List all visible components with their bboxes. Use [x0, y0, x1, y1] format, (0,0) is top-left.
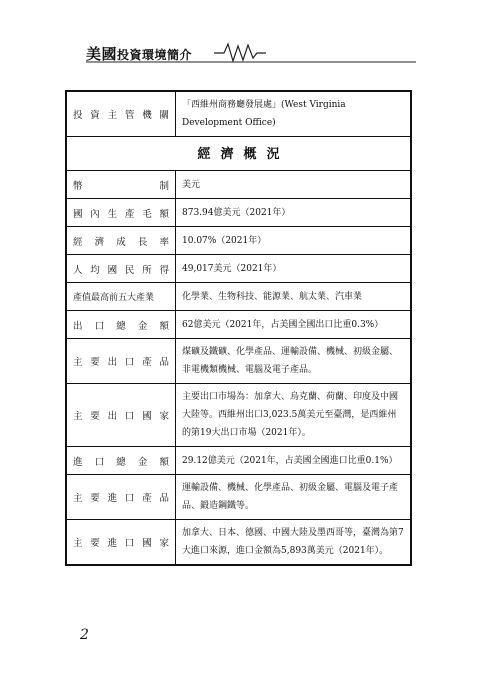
table-row [66, 199, 411, 227]
table-row [66, 255, 411, 283]
row-value: 加拿大、日本、德國、中國大陸及墨西哥等，臺灣為第7大進口來源，進口金額為5,893萬美元（2021年）。 [176, 520, 412, 566]
table-row [66, 283, 411, 311]
table-row [66, 227, 411, 255]
row-label: 經濟成長率 [66, 227, 176, 255]
table-row [66, 384, 411, 447]
table-row [66, 311, 411, 339]
row-value: 10.07%（2021年） [176, 227, 412, 255]
section-row [66, 137, 411, 171]
row-label: 主要出口國家 [66, 384, 176, 447]
table-row [66, 475, 411, 520]
row-label: 進口總金額 [66, 447, 176, 475]
row-value: 美元 [176, 171, 412, 199]
row-label: 國內生產毛額 [66, 199, 176, 227]
running-header [86, 40, 416, 64]
row-label: 主要出口產品 [66, 339, 176, 384]
table-row [66, 520, 411, 566]
table-row [66, 339, 411, 384]
row-value: 873.94億美元（2021年） [176, 199, 412, 227]
row-value: 主要出口市場為：加拿大、烏克蘭、荷蘭、印度及中國大陸等。西維州出口3,023.5萬美元至臺灣，是西維州的第19大出口市場（2021年）。 [176, 384, 412, 447]
row-value: 煤礦及鐵礦、化學產品、運輸設備、機械、初級金屬、非電機類機械、電腦及電子產品。 [176, 339, 412, 384]
table-row [66, 447, 411, 475]
section-title: 經濟概況 [66, 137, 411, 171]
row-label: 投資主管機關 [66, 91, 176, 137]
row-label: 幣制 [66, 171, 176, 199]
row-value: 運輸設備、機械、化學產品、初級金屬、電腦及電子產品、鍛造鋼鐵等。 [176, 475, 412, 520]
table-row [66, 171, 411, 199]
header-title-main: 美國 [86, 45, 118, 63]
row-label: 人均國民所得 [66, 255, 176, 283]
row-value: 化學業、生物科技、能源業、航太業、汽車業 [176, 283, 412, 311]
row-label: 主要進口國家 [66, 520, 176, 566]
row-value: 29.12億美元（2021年，占美國全國進口比重0.1%） [176, 447, 412, 475]
header-title-sub: 投資環境簡介 [117, 48, 193, 62]
row-label: 產值最高前五大產業 [66, 283, 176, 311]
row-value: 49,017美元（2021年） [176, 255, 412, 283]
economic-overview-table [65, 90, 412, 566]
row-value: 62億美元（2021年，占美國全國出口比重0.3%） [176, 311, 412, 339]
row-label: 主要進口產品 [66, 475, 176, 520]
row-value: 「西維州商務廳發展處」(West Virginia Development Office) [176, 91, 412, 137]
header-title [86, 43, 192, 64]
table-row [66, 91, 411, 137]
row-label: 出口總金額 [66, 311, 176, 339]
page-number: 2 [80, 627, 89, 643]
